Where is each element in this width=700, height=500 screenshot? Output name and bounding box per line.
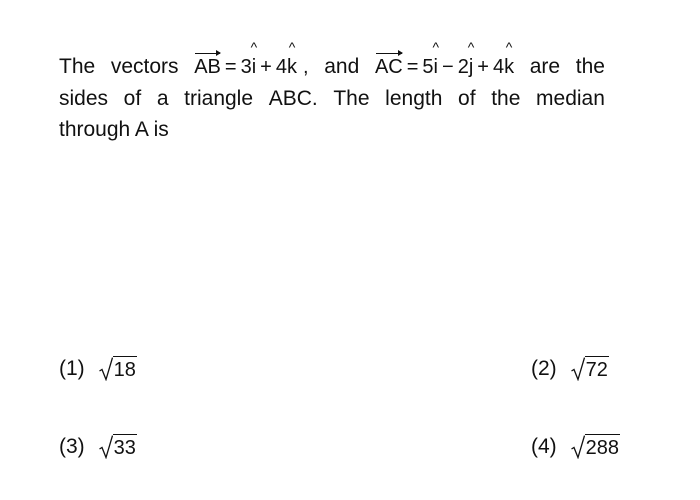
question-text (59, 51, 605, 145)
word: sides (59, 87, 109, 110)
vector-ac-label: AC (375, 52, 403, 83)
square-root (571, 434, 620, 459)
question-line-1 (59, 51, 605, 83)
coefficient: 4 (275, 56, 287, 78)
comma: , (302, 56, 309, 78)
plus-sign: + (477, 56, 489, 78)
option-label: (4) (531, 434, 557, 458)
unit-vector-j: ^ j (469, 52, 473, 83)
equals-sign: = (224, 56, 237, 78)
unit-vector-i: ^ i (434, 52, 438, 83)
word: and (324, 55, 360, 78)
option-label: (2) (531, 356, 557, 380)
option-label: (1) (59, 356, 85, 380)
vector-ab-equation (194, 52, 308, 83)
radicand: 72 (585, 356, 609, 381)
coefficient: 2 (457, 56, 469, 78)
option-2[interactable] (531, 356, 609, 381)
radical-sign-icon (571, 357, 585, 381)
radical-sign-icon (99, 435, 113, 459)
vector-ac-equation (375, 52, 514, 83)
radicand: 33 (113, 434, 137, 459)
word: The (333, 87, 370, 110)
radicand: 288 (585, 434, 620, 459)
word: a (156, 87, 169, 110)
coefficient: 5 (422, 56, 434, 78)
word: The (59, 55, 96, 78)
word: of (123, 87, 142, 110)
word: the (491, 87, 521, 110)
question-line-2 (59, 83, 605, 114)
option-4[interactable] (531, 434, 620, 459)
unit-vector-k: ^ k (287, 52, 297, 83)
equals-sign: = (406, 56, 419, 78)
word: are (529, 55, 561, 78)
word: the (575, 55, 605, 78)
option-1[interactable] (59, 356, 137, 381)
vector-ab-label: AB (194, 52, 221, 83)
word: median (536, 87, 605, 110)
square-root (99, 356, 137, 381)
minus-sign: − (442, 56, 454, 78)
question-line-3: through A is (59, 118, 169, 141)
square-root (571, 356, 609, 381)
coefficient: 4 (492, 56, 505, 78)
word: ABC. (268, 87, 318, 110)
radical-sign-icon (99, 357, 113, 381)
unit-vector-k: ^ k (504, 52, 514, 83)
word: length (385, 87, 443, 110)
coefficient: 3 (240, 56, 252, 78)
unit-vector-i: ^ i (252, 52, 256, 83)
radicand: 18 (113, 356, 137, 381)
word: vectors (110, 55, 179, 78)
radical-sign-icon (571, 435, 585, 459)
option-label: (3) (59, 434, 85, 458)
word: triangle (184, 87, 254, 110)
word: of (458, 87, 476, 110)
square-root (99, 434, 137, 459)
option-3[interactable] (59, 434, 137, 459)
plus-sign: + (260, 56, 272, 78)
